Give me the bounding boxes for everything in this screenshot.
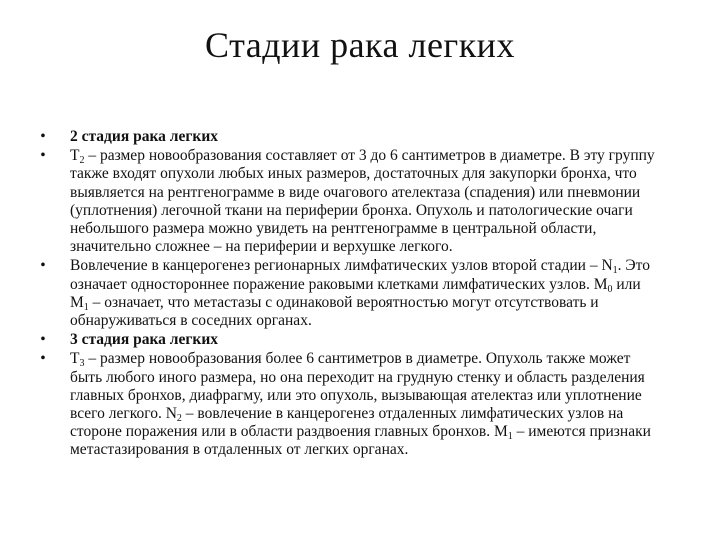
paragraph-text: – означает, что метастазы с одинаковой вероятностью могут отсутствовать и обнаруживаться в соседних органах. xyxy=(70,293,599,330)
list-item xyxy=(36,257,656,330)
bullet-icon: • xyxy=(40,331,46,349)
section-heading: 3 стадия рака легких xyxy=(70,331,219,349)
paragraph xyxy=(70,350,651,458)
stage-subscript: 2 xyxy=(176,413,182,425)
bullet-icon: • xyxy=(40,128,46,145)
paragraph-text: – размер новообразования более 6 сантиметров в диаметре. Опухоль также может быть любого иного размера, но она переходит на грудную стенку и область разделения главных бронхов, диафрагму, или это опухоль, вызывающая ателектаз или уплотнение всего легкого. N xyxy=(70,350,645,423)
list-item xyxy=(36,350,656,459)
paragraph xyxy=(70,147,655,255)
bullet-list xyxy=(36,128,656,461)
section-heading: 2 стадия рака легких xyxy=(70,128,219,145)
list-item xyxy=(36,128,656,146)
bullet-icon: • xyxy=(40,350,46,368)
slide-title: Стадии рака легких xyxy=(205,25,515,65)
stage-subscript: 0 xyxy=(607,283,613,295)
stage-symbol: T xyxy=(70,350,80,368)
bullet-icon: • xyxy=(40,257,46,275)
paragraph-text: – имеются признаки метастазирования в отдаленных от легких органах. xyxy=(70,423,651,459)
stage-symbol: T xyxy=(70,147,80,165)
paragraph-text: – размер новообразования составляет от 3 до 6 сантиметров в диаметре. В эту группу также входят опухоли любых иных размеров, достаточных для закупорки бронха, что выявляется на рентгенограмме в виде очагового ателектаза (спадения) или пневмонии (уплотнения) легочной ткани на периферии бронха. Опухоль и патологические очаги небольшого размера можно увидеть на рентгенограмме в центральной области, значительно сложнее – на периферии и верхушке легкого. xyxy=(70,147,655,256)
stage-subscript: 2 xyxy=(79,155,85,167)
paragraph-text: или M xyxy=(70,275,641,311)
paragraph-text: Вовлечение в канцерогенез регионарных лимфатических узлов второй стадии – N xyxy=(70,257,613,275)
stage-subscript: 3 xyxy=(79,358,85,370)
paragraph-text: . Это означает одностороннее поражение раковыми клетками лимфатических узлов. M xyxy=(70,257,650,293)
paragraph xyxy=(70,257,650,329)
stage-subscript: 1 xyxy=(612,265,618,277)
stage-subscript: 1 xyxy=(507,431,513,443)
stage-subscript: 1 xyxy=(83,301,89,313)
paragraph-text: – вовлечение в канцерогенез отдаленных лимфатических узлов на стороне поражения или в области раздвоения главных бронхов. M xyxy=(70,405,624,441)
list-item xyxy=(36,331,656,349)
bullet-icon: • xyxy=(40,147,46,165)
list-item xyxy=(36,147,656,256)
